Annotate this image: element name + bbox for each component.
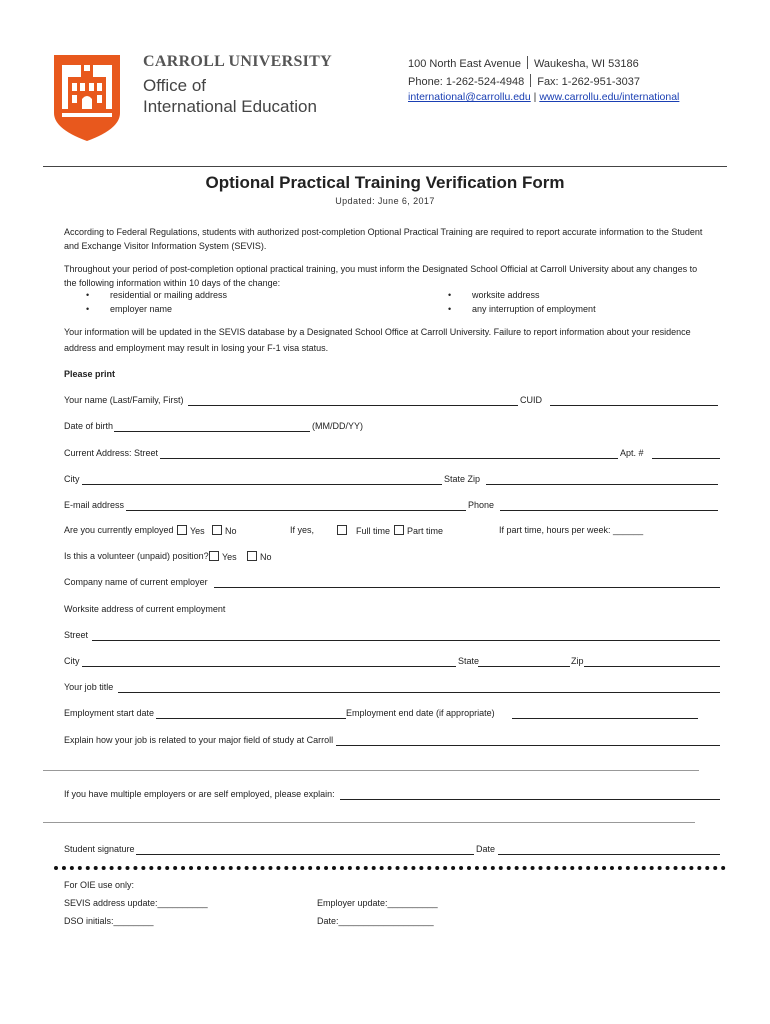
city-field[interactable]: [82, 484, 442, 485]
employer-update: Employer update:__________: [317, 898, 438, 908]
employed-no-checkbox[interactable]: [212, 525, 222, 535]
row-dates: [64, 708, 724, 720]
bullet-residential: • residential or mailing address: [86, 290, 228, 300]
dob-label: Date of birth: [64, 421, 114, 431]
office-date: Date:___________________: [317, 916, 434, 926]
volunteer-no: No: [244, 551, 272, 562]
multiple-field-line-2[interactable]: [43, 822, 695, 823]
row-street: [64, 630, 724, 642]
company-label: Company name of current employer: [64, 577, 208, 587]
multiple-field[interactable]: [340, 799, 720, 800]
email-label: E-mail address: [64, 500, 125, 510]
volunteer-yes-checkbox[interactable]: [209, 551, 219, 561]
street-field[interactable]: [92, 640, 720, 641]
university-name: CARROLL UNIVERSITY: [143, 53, 332, 70]
employed-no: No: [209, 525, 237, 536]
row-volunteer: [64, 551, 724, 563]
part-time: Part time: [391, 525, 443, 536]
city2-label: City: [64, 656, 80, 666]
employed-yes: Yes: [174, 525, 205, 536]
carroll-university-logo: [54, 55, 120, 141]
bullet-glyph: •: [86, 304, 90, 314]
start-date-field[interactable]: [156, 718, 346, 719]
office-use-separator: [54, 866, 726, 870]
row-name: [64, 395, 724, 407]
date-field[interactable]: [498, 854, 720, 855]
bullet-interruption: • any interruption of employment: [448, 304, 596, 314]
part-time-checkbox[interactable]: [394, 525, 404, 535]
form-title: Optional Practical Training Verification Form: [205, 173, 565, 192]
hours-per-week: If part time, hours per week: ______: [499, 525, 644, 535]
row-multiple: [64, 789, 724, 801]
bullet-employer-name: • employer name: [86, 304, 173, 314]
divider: [530, 74, 531, 87]
intro-paragraph: According to Federal Regulations, students with authorized post-completion Optional Practical Training are required to report accurate information to the Student and Exchange Visitor Information System (SEVIS).: [64, 227, 703, 251]
signature-label: Student signature: [64, 844, 135, 854]
company-field[interactable]: [214, 587, 720, 588]
date-label: Date: [476, 844, 496, 854]
row-worksite: [64, 604, 724, 616]
multiple-label: If you have multiple employers or are self employed, please explain:: [64, 789, 335, 799]
phone-field[interactable]: [500, 510, 718, 511]
volunteer-no-checkbox[interactable]: [247, 551, 257, 561]
city-label: City: [64, 474, 80, 484]
apt-label: Apt. #: [620, 448, 644, 458]
start-date-label: Employment start date: [64, 708, 155, 718]
office-line-2: International Education: [143, 97, 317, 116]
row-company: [64, 577, 724, 589]
employed-yes-checkbox[interactable]: [177, 525, 187, 535]
fax-number: Fax: 1-262-951-3037: [537, 76, 640, 88]
street-current-label: Current Address: Street: [64, 448, 159, 458]
apt-field[interactable]: [652, 458, 720, 459]
sevis-note: Your information will be updated in the SEVIS database by a Designated School Office at Carroll University. Failure to report information about your residence address and employment may result in losing your F-1 visa status.: [64, 327, 691, 353]
zip-label: Zip: [571, 656, 584, 666]
phone-line: [408, 74, 640, 88]
office-line-1: Office of: [143, 76, 206, 95]
street-address: 100 North East Avenue: [408, 58, 521, 70]
name-field[interactable]: [188, 405, 518, 406]
row-signature: [64, 844, 724, 856]
row-employed: [64, 525, 724, 537]
phone-number: Phone: 1-262-524-4948: [408, 76, 525, 88]
row-explain: [64, 735, 724, 747]
links-line: [408, 91, 679, 103]
dso-initials: DSO initials:________: [64, 916, 154, 926]
bullet-glyph: •: [448, 290, 452, 300]
please-print: Please print: [64, 369, 116, 379]
row-dob: [64, 421, 724, 433]
job-title-label: Your job title: [64, 682, 114, 692]
row-current-address: [64, 448, 724, 460]
city-state: Waukesha, WI 53186: [533, 58, 639, 70]
state-label: State: [458, 656, 480, 666]
website-link[interactable]: www.carrollu.edu/international: [539, 91, 680, 103]
sevis-address-update: SEVIS address update:__________: [64, 898, 208, 908]
row-city: [64, 474, 724, 486]
state-zip-field[interactable]: [486, 484, 718, 485]
state-zip-label: State Zip: [444, 474, 481, 484]
if-yes-label: If yes,: [290, 525, 315, 535]
link-separator: |: [533, 91, 537, 103]
cuid-field[interactable]: [550, 405, 718, 406]
street-current-field[interactable]: [160, 458, 618, 459]
job-title-field[interactable]: [118, 692, 720, 693]
updated-date: Updated: June 6, 2017: [335, 196, 435, 206]
bullet-glyph: •: [448, 304, 452, 314]
full-time-checkbox[interactable]: [337, 525, 347, 535]
row-job-title: [64, 682, 724, 694]
zip-field[interactable]: [584, 666, 720, 667]
email-field[interactable]: [126, 510, 466, 511]
end-date-label: Employment end date (if appropriate): [346, 708, 495, 718]
header-divider: [43, 166, 727, 167]
phone-label: Phone: [468, 500, 495, 510]
name-label: Your name (Last/Family, First): [64, 395, 184, 405]
employed-question: Are you currently employed: [64, 525, 174, 535]
address-line: [408, 56, 639, 70]
city2-field[interactable]: [82, 666, 456, 667]
email-link[interactable]: international@carrollu.edu: [408, 91, 531, 103]
explain-field[interactable]: [336, 745, 720, 746]
street-label: Street: [64, 630, 89, 640]
signature-field[interactable]: [136, 854, 474, 855]
cuid-label: CUID: [520, 395, 542, 405]
volunteer-question: Is this a volunteer (unpaid) position?: [64, 551, 209, 561]
dob-field[interactable]: [114, 431, 310, 432]
full-time: Full time: [334, 525, 390, 536]
volunteer-yes: Yes: [206, 551, 237, 562]
explain-label: Explain how your job is related to your major field of study at Carroll: [64, 735, 334, 745]
dob-format: (MM/DD/YY): [312, 421, 363, 431]
bullet-worksite: • worksite address: [448, 290, 540, 300]
divider: [527, 56, 528, 69]
row-city-state-zip: [64, 656, 724, 668]
worksite-label: Worksite address of current employment: [64, 604, 226, 614]
bullet-glyph: •: [86, 290, 90, 300]
office-use-heading: For OIE use only:: [64, 880, 135, 890]
state-field[interactable]: [478, 666, 570, 667]
end-date-field[interactable]: [512, 718, 698, 719]
row-email: [64, 500, 724, 512]
explain-field-line-2[interactable]: [43, 770, 699, 771]
throughout-paragraph: Throughout your period of post-completion optional practical training, you must inform the Designated School Official at Carroll University about any changes to the following information within 10 days of the change:: [64, 264, 698, 288]
office-name: [143, 75, 317, 117]
